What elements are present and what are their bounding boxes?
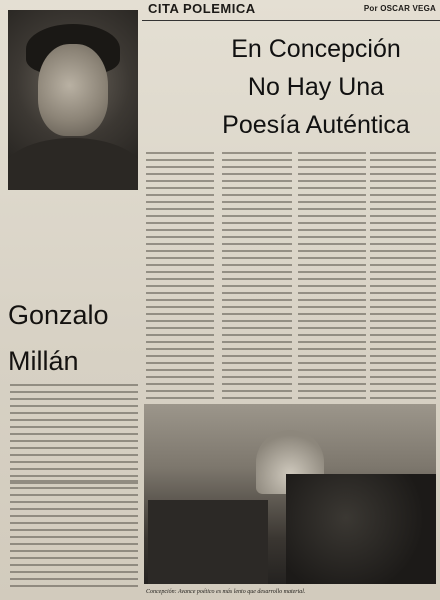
byline: Por OSCAR VEGA: [363, 4, 436, 13]
photo-trees: [286, 474, 436, 584]
portrait-shoulders: [8, 138, 138, 190]
section-header: [142, 0, 440, 21]
headline-line-3: Poesía Auténtica: [222, 111, 410, 139]
city-photo: [144, 404, 436, 584]
author-first-name: Gonzalo: [8, 300, 109, 330]
author-name: [8, 292, 138, 384]
author-last-name: Millán: [8, 346, 79, 376]
body-text-column: [10, 480, 138, 592]
headline-line-2: No Hay Una: [247, 73, 385, 101]
headline: [196, 30, 436, 144]
body-text-column: [222, 152, 292, 404]
photo-caption: Concepción: Avance poético es más lento que desarrollo material.: [146, 589, 306, 595]
body-text-column: [146, 152, 214, 404]
body-text-column: [370, 152, 436, 404]
author-portrait: [8, 10, 138, 190]
body-text-column: [298, 152, 366, 404]
portrait-face: [38, 44, 108, 136]
headline-line-1: En Concepción: [231, 35, 401, 63]
photo-building: [148, 500, 268, 584]
section-label: CITA POLEMICA: [148, 1, 256, 16]
intro-text-column: [10, 384, 138, 489]
